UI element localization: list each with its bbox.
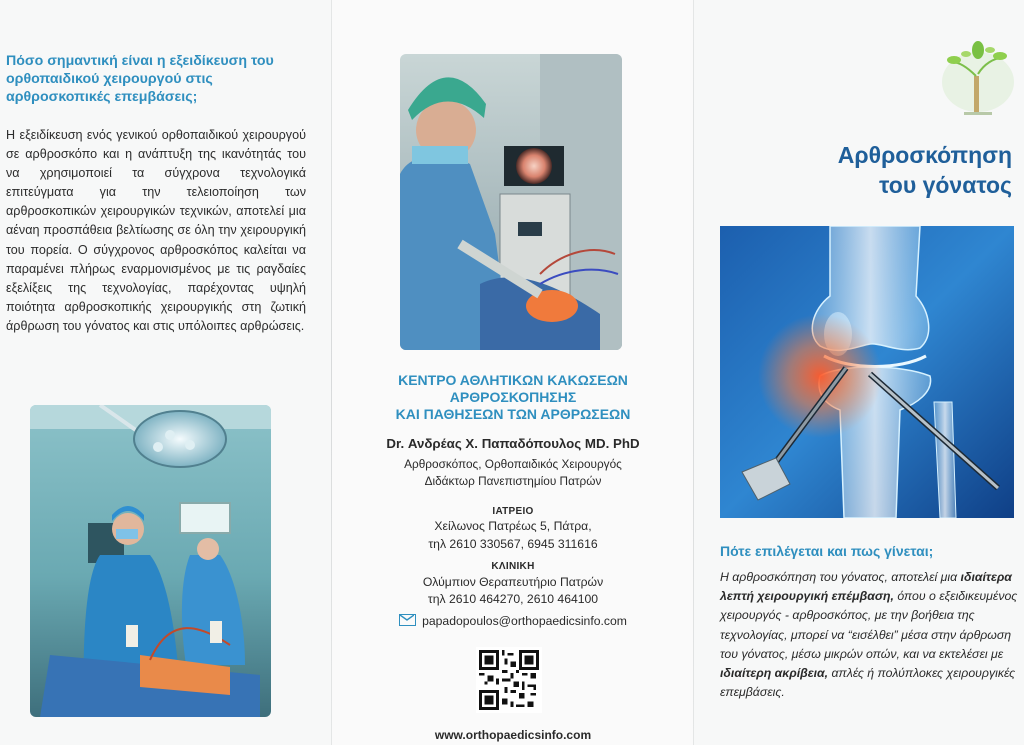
section-body	[720, 568, 1020, 702]
doctor-name: Dr. Ανδρέας Χ. Παπαδόπουλος MD. PhD	[386, 436, 640, 451]
right-panel	[694, 0, 1024, 745]
office-phone: τηλ 2610 330567, 6945 311616	[428, 537, 598, 551]
envelope-icon	[399, 614, 416, 626]
office-address: Χείλωνος Πατρέως 5, Πάτρα,	[434, 519, 592, 533]
doctor-degree: Διδάκτωρ Πανεπιστημίου Πατρών	[424, 474, 602, 488]
clinic-label: ΚΛΙΝΙΚΗ	[491, 561, 535, 572]
title-line: Αρθροσκόπηση	[837, 142, 1012, 168]
center-title-line: ΑΡΘΡΟΣΚΟΠΗΣΗΣ	[449, 389, 577, 405]
email-line	[332, 614, 694, 628]
clinic-phone: τηλ 2610 464270, 2610 464100	[427, 592, 599, 606]
section-heading: Πότε επιλέγεται και πως γίνεται;	[720, 543, 934, 559]
center-panel	[332, 0, 694, 745]
body-text: Η αρθροσκόπηση του γόνατος, αποτελεί μια	[720, 570, 958, 584]
tree-logo	[938, 26, 1018, 122]
center-title	[332, 372, 694, 423]
doctor-title: Αρθροσκόπος, Ορθοπαιδικός Χειρουργός	[404, 457, 622, 471]
left-panel	[0, 0, 332, 745]
surgeon-photo	[30, 405, 271, 717]
title-line: του γόνατος	[879, 172, 1012, 198]
email-link[interactable]: papadopoulos@orthopaedicsinfo.com	[422, 614, 627, 628]
website-link[interactable]: www.orthopaedicsinfo.com	[434, 728, 592, 742]
section-body: Η εξειδίκευση ενός γενικού ορθοπαιδικού χειρουργού σε αρθροσκόπο και η ανάπτυξη της ικανότητάς του να χρησιμοποιεί τα σύγχρονα τεχνολογικά επιτεύγματα για την τελειοποίηση των αρθροσκοπικών χειρουργικών τεχνικών, αποτελεί μια αέναη προσπάθεια βελτίωσης σε όλη την χειρουργική του πορεία. Ο σύγχρονος αρθροσκόπος καλείται να παραμένει πλήρως εναρμονισμένος με τις ραγδαίες εξελίξεις της τεχνολογίας, παρέχοντας υψηλή ποιότητα αρθροσκοπικής χειρουργικής στη ζωτική άρθρωση του γόνατος και στις υπόλοιπες αρθρώσεις.	[6, 128, 306, 333]
arthroscopy-photo	[400, 54, 622, 350]
qr-code[interactable]	[476, 647, 542, 713]
body-text: απλές ή πολύπλοκες χειρουργικές επεμβάσεις.	[720, 666, 1016, 700]
knee-illustration	[720, 226, 1014, 518]
body-emphasis: ιδιαίτερα λεπτή χειρουργική επέμβαση,	[720, 570, 1012, 604]
brochure-title	[838, 140, 1012, 200]
center-title-line: ΚΕΝΤΡΟ ΑΘΛΗΤΙΚΩΝ ΚΑΚΩΣΕΩΝ	[398, 372, 628, 388]
center-title-line: ΚΑΙ ΠΑΘΗΣΕΩΝ ΤΩΝ ΑΡΘΡΩΣΕΩΝ	[395, 406, 631, 422]
body-text: με	[991, 646, 1004, 661]
clinic-name: Ολύμπιον Θεραπευτήριο Πατρών	[422, 575, 604, 589]
section-heading: Πόσο σημαντική είναι η εξειδίκευση του ορθοπαιδικού χειρουργού στις αρθροσκοπικές επεμβάσεις;	[6, 53, 274, 105]
body-emphasis: ιδιαίτερη ακρίβεια,	[720, 666, 829, 681]
body-text: όπου ο εξειδικευμένος χειρουργός - αρθροσκόπος, με την βοήθεια της τεχνολογίας, μπορεί να “εισέλθει” μέσα στην άρθρωση του γόνατος, μέσω μικρών οπών, και να εκτελέσει	[720, 589, 1018, 661]
office-label: ΙΑΤΡΕΙΟ	[492, 506, 534, 517]
